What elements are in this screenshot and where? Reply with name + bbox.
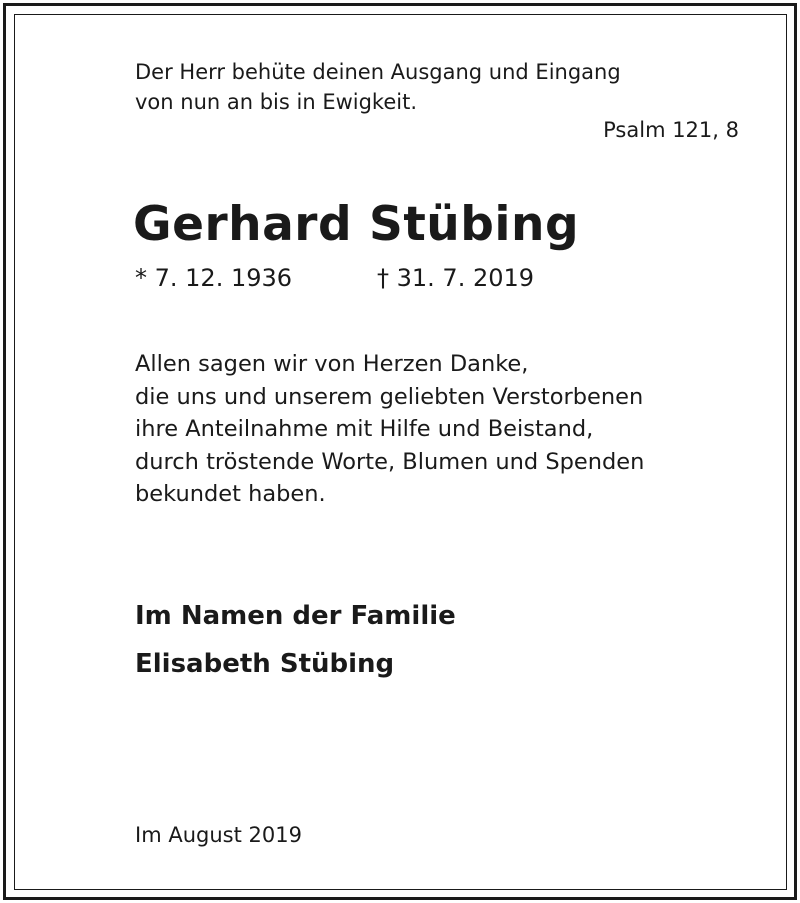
- signature-block: [135, 592, 456, 688]
- verse-line-2: von nun an bis in Ewigkeit.: [135, 90, 418, 114]
- birth-date: * 7. 12. 1936: [135, 264, 293, 292]
- deceased-name: Gerhard Stübing: [133, 197, 580, 252]
- signature-line-1: Im Namen der Familie: [135, 601, 456, 631]
- thanks-message: [135, 348, 644, 511]
- verse-reference: Psalm 121, 8: [603, 118, 739, 142]
- thanks-line-5: bekundet haben.: [135, 481, 326, 507]
- signature-line-2: Elisabeth Stübing: [135, 649, 395, 679]
- verse-line-1: Der Herr behüte deinen Ausgang und Eingang: [135, 60, 621, 84]
- bible-verse: [135, 57, 621, 117]
- place-date: Im August 2019: [135, 823, 302, 847]
- thanks-line-4: durch tröstende Worte, Blumen und Spenden: [135, 448, 645, 475]
- thanks-line-2: die uns und unserem geliebten Verstorbenen: [135, 383, 644, 410]
- death-date: † 31. 7. 2019: [377, 264, 535, 292]
- thanks-line-3: ihre Anteilnahme mit Hilfe und Beistand,: [135, 416, 594, 442]
- thanks-line-1: Allen sagen wir von Herzen Danke,: [135, 351, 529, 377]
